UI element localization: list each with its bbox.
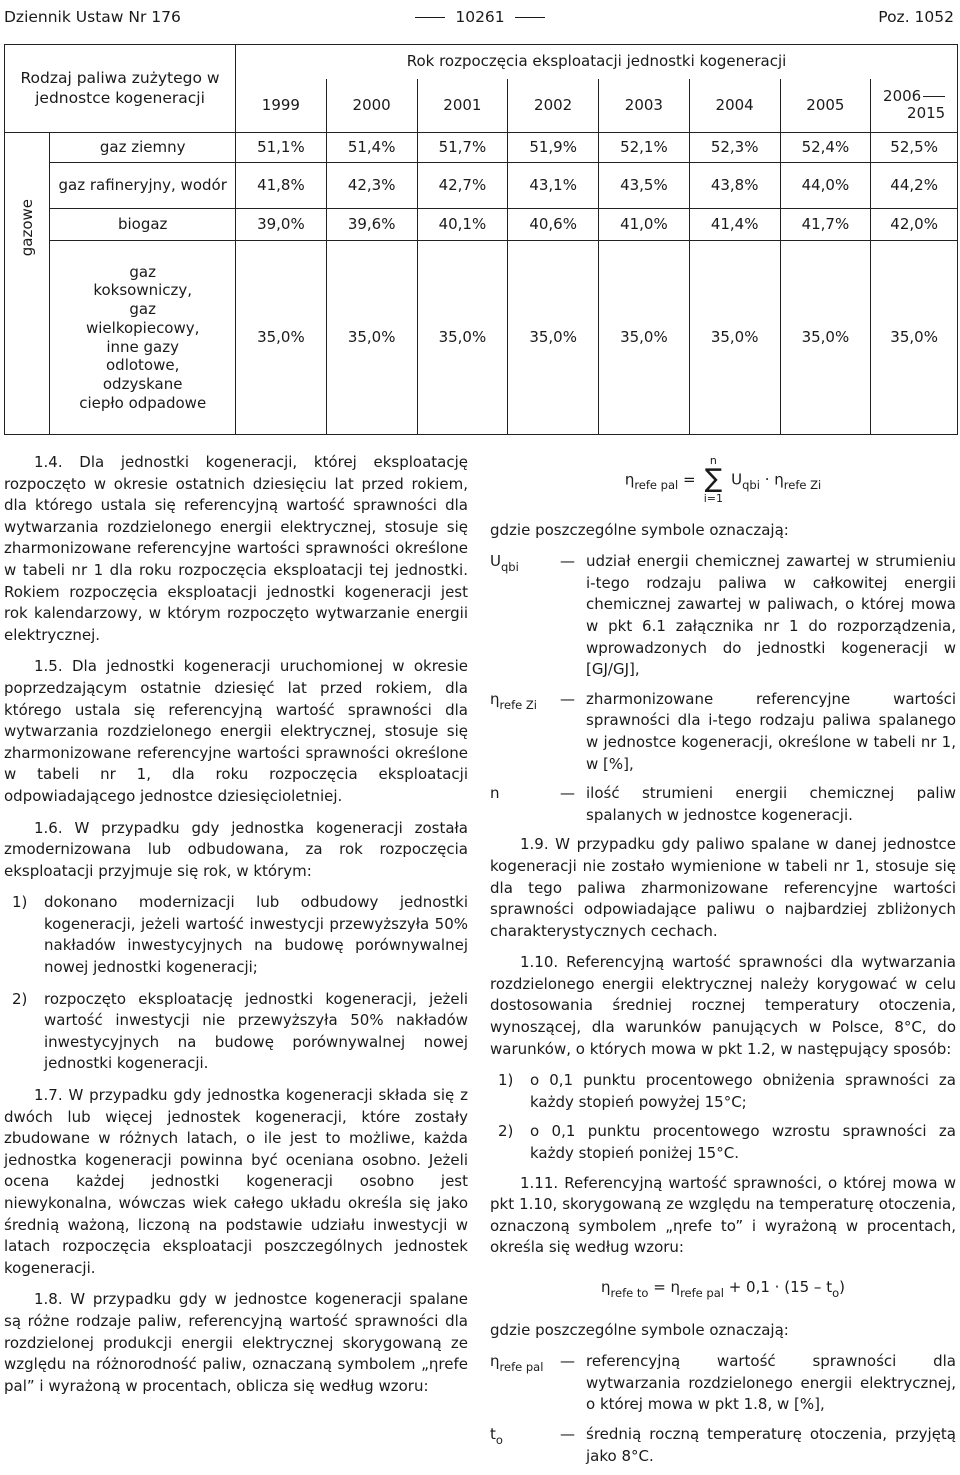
value-cell: 42,0% [871, 209, 958, 241]
value-cell: 41,0% [599, 209, 690, 241]
year-cell: 2003 [599, 79, 690, 133]
journal-title: Dziennik Ustaw Nr 176 [4, 8, 181, 26]
value-cell: 51,7% [417, 133, 508, 163]
year-cell: 2001 [417, 79, 508, 133]
fuel-label: gaz ziemny [50, 133, 236, 163]
value-cell: 51,4% [326, 133, 417, 163]
value-cell: 43,5% [599, 163, 690, 209]
group-label: gazowe [5, 133, 50, 435]
value-cell: 52,3% [689, 133, 780, 163]
year-cell: 2000 [326, 79, 417, 133]
value-cell: 51,9% [508, 133, 599, 163]
symbol-definition: $\eta_{refe Zi}$ — zharmonizowane referencyjne wartości sprawności dla i-tego rodzaju paliwa spalanego w jednostce kogeneracji, określone w tabeli nr 1, w [%], [490, 689, 956, 773]
fuel-label: gaz koksowniczy, gaz wielkopiecowy, inne gazy odlotowe, odzyskane ciepło odpadowe [50, 241, 236, 435]
value-cell: 35,0% [236, 241, 327, 435]
page-number: 10261 [0, 8, 960, 26]
value-cell: 43,8% [689, 163, 780, 209]
symbol-definition: $\eta_{refe pal}$ — referencyjną wartość sprawności dla wytwarzania rozdzielonego energii elektrycznej, o której mowa w pkt 1.8, w [%], [490, 1352, 956, 1414]
value-cell: 44,2% [871, 163, 958, 209]
symbol-definition: $U_{qbi}$ — udział energii chemicznej zawartej w strumieniu i-tego rodzaju paliwa w całkowitej energii chemicznej zawartej w paliwach, o której mowa w pkt 6.1 załącznika nr 1 do rozporządzenia, wprowadzonych do jednostki kogeneracji w [GJ/GJ], [490, 552, 956, 679]
paragraph-1-5: 1.5. Dla jednostki kogeneracji uruchomionej w okresie poprzedzającym ostatnie dziesięć lat przed rokiem, dla którego ustala się referencyjną wartość sprawności dla wytwarzania rozdzielonego energii elektrycznej, stosuje się zharmonizowane referencyjne wartości sprawności określone w tabeli nr 1, dla roku rozpoczęcia eksploatacji odpowiadającego jednostce dziesięcioletniej. [4, 657, 468, 805]
formula-eta-refe-pal: $\eta_{refe pal}$ = n ∑ i=1 $U_{qbi} \cdot \eta_{refe Zi}$ [624, 454, 822, 505]
value-cell: 40,6% [508, 209, 599, 241]
year-header: Rok rozpoczęcia eksploatacji jednostki kogeneracji [236, 45, 958, 79]
symbols-intro: gdzie poszczególne symbole oznaczają: [490, 1320, 789, 1339]
list-item: 1) o 0,1 punktu procentowego obniżenia sprawności za każdy stopień powyżej 15°C; [498, 1071, 956, 1111]
value-cell: 41,4% [689, 209, 780, 241]
year-cell: 1999 [236, 79, 327, 133]
paragraph-1-8: 1.8. W przypadku gdy w jednostce kogeneracji spalane są różne rodzaje paliw, referencyjną wartość sprawności dla rozdzielonej produkcji energii elektrycznej skorygowaną ze względu na różnorodność paliw, oznaczaną symbolem „ηrefe pal” i wyrażoną w procentach, oblicza się według wzoru: [4, 1290, 468, 1395]
right-column [490, 452, 956, 1475]
value-cell: 43,1% [508, 163, 599, 209]
value-cell: 35,0% [508, 241, 599, 435]
year-cell: 2005 [780, 79, 871, 133]
value-cell: 42,3% [326, 163, 417, 209]
fuel-label: biogaz [50, 209, 236, 241]
left-column [4, 452, 468, 1407]
list-item: 2) o 0,1 punktu procentowego wzrostu sprawności za każdy stopień poniżej 15°C. [498, 1122, 956, 1163]
year-cell: 2002 [508, 79, 599, 133]
value-cell: 44,0% [780, 163, 871, 209]
formula-eta-refe-to: $\eta_{refe to} = \eta_{refe pal} + 0,1 \cdot (15 - t_o)$ [601, 1278, 845, 1300]
value-cell: 35,0% [780, 241, 871, 435]
value-cell: 52,1% [599, 133, 690, 163]
paragraph-1-6: 1.6. W przypadku gdy jednostka kogeneracji została zmodernizowana lub odbudowana, za rok rozpoczęcia eksploatacji przyjmuje się rok, w którym: [4, 818, 468, 880]
value-cell: 52,5% [871, 133, 958, 163]
value-cell: 35,0% [326, 241, 417, 435]
paragraph-1-9: 1.9. W przypadku gdy paliwo spalane w danej jednostce kogeneracji nie zostało wymienione w tabeli nr 1, stosuje się dla tego paliwa zharmonizowane referencyjne wartości sprawności odpowiadające paliwu o najbardziej zbliżonych charakterystycznych cechach. [490, 835, 956, 940]
symbol-definition: n — ilość strumieni energii chemicznej paliw spalanych w jednostce kogeneracji. [490, 784, 956, 824]
value-cell: 40,1% [417, 209, 508, 241]
value-cell: 39,6% [326, 209, 417, 241]
list-item: 2) rozpoczęto eksploatację jednostki kogeneracji, jeżeli wartość inwestycji nie przewyższyła 50% nakładów inwestycyjnych na budowę porównywalnej nowej jednostki kogeneracji. [12, 989, 468, 1073]
symbol-definition: $t_o$ — średnią roczną temperaturę otoczenia, przyjętą jako 8°C. [490, 1424, 956, 1465]
fuel-type-header: Rodzaj paliwa zużytego w jednostce kogeneracji [5, 45, 236, 133]
value-cell: 35,0% [689, 241, 780, 435]
position-number: Poz. 1052 [878, 8, 954, 26]
paragraph-1-10: 1.10. Referencyjną wartość sprawności dla wytwarzania rozdzielonego energii elektrycznej należy korygować w celu dostosowania średniej rocznej temperatury otoczenia, wynoszącej, dla warunków panujących w Polsce, 8°C, do warunków, o których mowa w pkt 1.2, w następujący sposób: [490, 953, 956, 1058]
fuel-label: gaz rafineryjny, wodór [50, 163, 236, 209]
value-cell: 41,8% [236, 163, 327, 209]
list-item: 1) dokonano modernizacji lub odbudowy jednostki kogeneracji, jeżeli wartość inwestycji przewyższyła 50% nakładów inwestycyjnych na budowę porównywalnej nowej jednostki kogeneracji; [12, 893, 468, 977]
efficiency-table [4, 44, 958, 435]
page-header [0, 0, 960, 40]
paragraph-1-11: 1.11. Referencyjną wartość sprawności, o której mowa w pkt 1.10, skorygowaną ze względu na temperaturę otoczenia, oznaczoną symbolem „ηrefe to” i wyrażoną w procentach, określa się według wzoru: [490, 1173, 956, 1257]
symbols-intro: gdzie poszczególne symbole oznaczają: [490, 520, 789, 539]
paragraph-1-7: 1.7. W przypadku gdy jednostka kogeneracji składa się z dwóch lub więcej jednostek kogeneracji, które zostały zbudowane w różnych latach, o ile jest to możliwe, każda jednostka kogeneracji powinna być oceniana osobno. Jeżeli ocena każdej jednostki kogeneracji osobno jest niewykonalna, wówczas wiek całego układu określa się jako średnią ważoną, liczoną na podstawie udziału inwestycji w latach rozpoczęcia eksploatacji poszczególnych jednostek kogeneracji. [4, 1086, 468, 1277]
value-cell: 42,7% [417, 163, 508, 209]
value-cell: 35,0% [599, 241, 690, 435]
year-cell-range: 2006 2015 [871, 79, 958, 133]
value-cell: 41,7% [780, 209, 871, 241]
value-cell: 35,0% [417, 241, 508, 435]
year-cell: 2004 [689, 79, 780, 133]
value-cell: 51,1% [236, 133, 327, 163]
value-cell: 52,4% [780, 133, 871, 163]
value-cell: 35,0% [871, 241, 958, 435]
paragraph-1-4: 1.4. Dla jednostki kogeneracji, której eksploatację rozpoczęto w okresie ostatnich dziesięciu lat przed rokiem, dla którego ustala się referencyjną wartość sprawności dla wytwarzania rozdzielonego energii elektrycznej, stosuje się zharmonizowane referencyjne wartości sprawności określone w tabeli nr 1 dla roku rozpoczęcia eksploatacji tej jednostki. Rokiem rozpoczęcia eksploatacji jednostki kogeneracji jest rok kalendarzowy, w którym rozpoczęto wytwarzanie energii elektrycznej. [4, 453, 468, 644]
value-cell: 39,0% [236, 209, 327, 241]
